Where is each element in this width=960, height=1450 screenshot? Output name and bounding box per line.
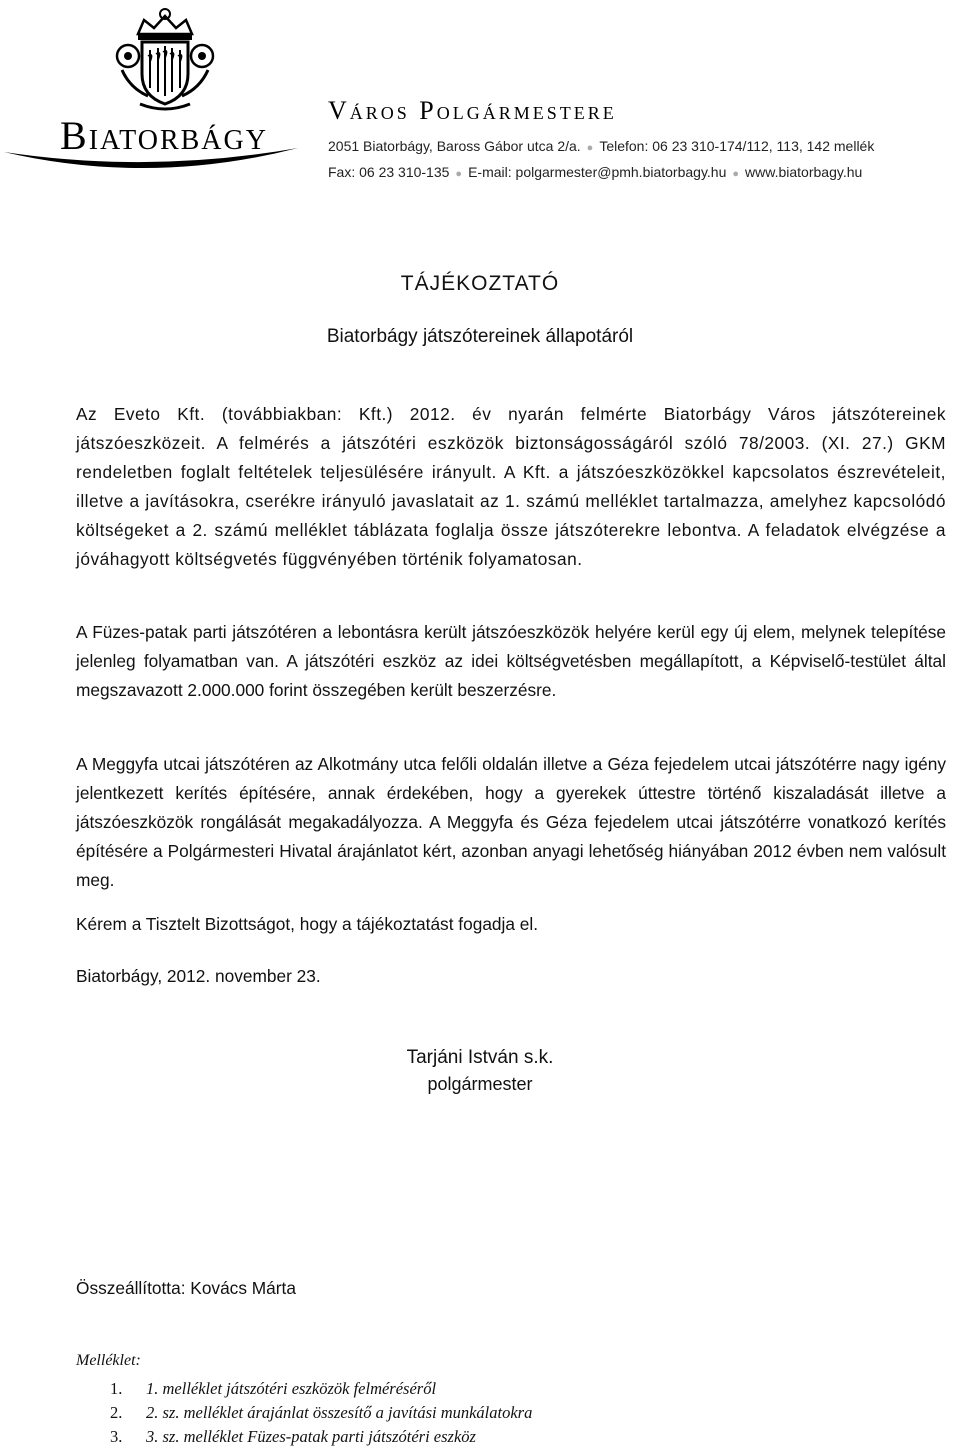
website-link[interactable]: www.biatorbagy.hu — [745, 164, 863, 180]
compiled-by: Összeállította: Kovács Márta — [76, 1278, 296, 1298]
coat-of-arms-icon — [110, 4, 220, 116]
phone-text: Telefon: 06 23 310-174/112, 113, 142 mellék — [599, 138, 875, 154]
contact-line-2 — [328, 164, 862, 180]
attachments-label: Melléklet: — [76, 1352, 141, 1369]
body-paragraph-4-wrap — [76, 910, 946, 939]
address-text: 2051 Biatorbágy, Baross Gábor utca 2/a. — [328, 138, 581, 154]
logo-wordmark: Biatorbágy — [60, 113, 268, 158]
body-paragraph: A Meggyfa utcai játszótéren az Alkotmány utca felőli oldalán illetve a Géza fejedelem utcai játszótérre nagy igény jelentkezett kerítés építésére, annak érdekében, hogy a gyerekek úttestre történő kiszaladását illetve a játszóeszközök rongálását megakadályozza. A Meggyfa és Géza fejedelem utcai játszótérre vonatkozó kerítés építésére a Polgármesteri Hivatal árajánlatot kért, azonban anyagi lehetőség hiányában 2012 évben nem valósult meg. — [76, 754, 946, 890]
signer-role: polgármester — [427, 1074, 533, 1094]
body-paragraph-1-wrap — [76, 400, 946, 574]
attachment-item: 3. 3. sz. melléklet Füzes-patak parti játszótéri eszköz — [110, 1427, 476, 1446]
bullet-icon: ● — [586, 142, 594, 154]
logo-swoosh-decoration — [0, 130, 300, 180]
fax-text: Fax: 06 23 310-135 — [328, 164, 450, 180]
body-paragraph: Kérem a Tisztelt Bizottságot, hogy a tájékoztatást fogadja el. — [76, 914, 539, 934]
contact-line-1 — [328, 138, 874, 154]
attachments-list — [110, 1377, 532, 1449]
body-paragraph-2-wrap — [76, 618, 946, 705]
place-and-date: Biatorbágy, 2012. november 23. — [76, 966, 321, 986]
body-paragraph: Az Eveto Kft. (továbbiakban: Kft.) 2012. év nyarán felmérte Biatorbágy Város játszótereinek játszóeszközeit. A felmérés a játszótéri eszközök biztonságosságáról szóló 78/2003. (XI. 27.) GKM rendeletben foglalt feltételek teljesülésére irányult. A Kft. a játszóeszközökkel kapcsolatos észrevételeit, illetve a javításokra, cserékre irányuló javaslatait az 1. számú melléklet tartalmazza, amelyhez kapcsolódó költségeket a 2. számú melléklet táblázata foglalja össze játszóterekre lebontva. A feladatok elvégzése a jóváhagyott költségvetés függvényében történik folyamatosan. — [76, 404, 946, 569]
office-title: Város Polgármestere — [328, 96, 617, 125]
signer-name: Tarjáni István s.k. — [406, 1047, 554, 1068]
bullet-icon: ● — [732, 168, 740, 180]
document-subtitle: Biatorbágy játszótereinek állapotáról — [326, 326, 634, 347]
bullet-icon: ● — [455, 168, 463, 180]
body-paragraph-3-wrap — [76, 750, 946, 895]
email-link[interactable]: E-mail: polgarmester@pmh.biatorbagy.hu — [468, 164, 727, 180]
body-paragraph: A Füzes-patak parti játszótéren a lebontásra került játszóeszközök helyére kerül egy új elem, melynek telepítése jelenleg folyamatban van. A játszótéri eszköz az idei költségvetésben megállapított, a Képviselő-testület által megszavazott 2.000.000 forint összegében került beszerzésre. — [76, 622, 946, 700]
attachment-item: 1. 1. melléklet játszótéri eszközök felméréséről — [110, 1379, 437, 1398]
attachment-item: 2. 2. sz. melléklet árajánlat összesítő a javítási munkálatokra — [110, 1403, 533, 1422]
document-title: TÁJÉKOZTATÓ — [400, 272, 560, 295]
